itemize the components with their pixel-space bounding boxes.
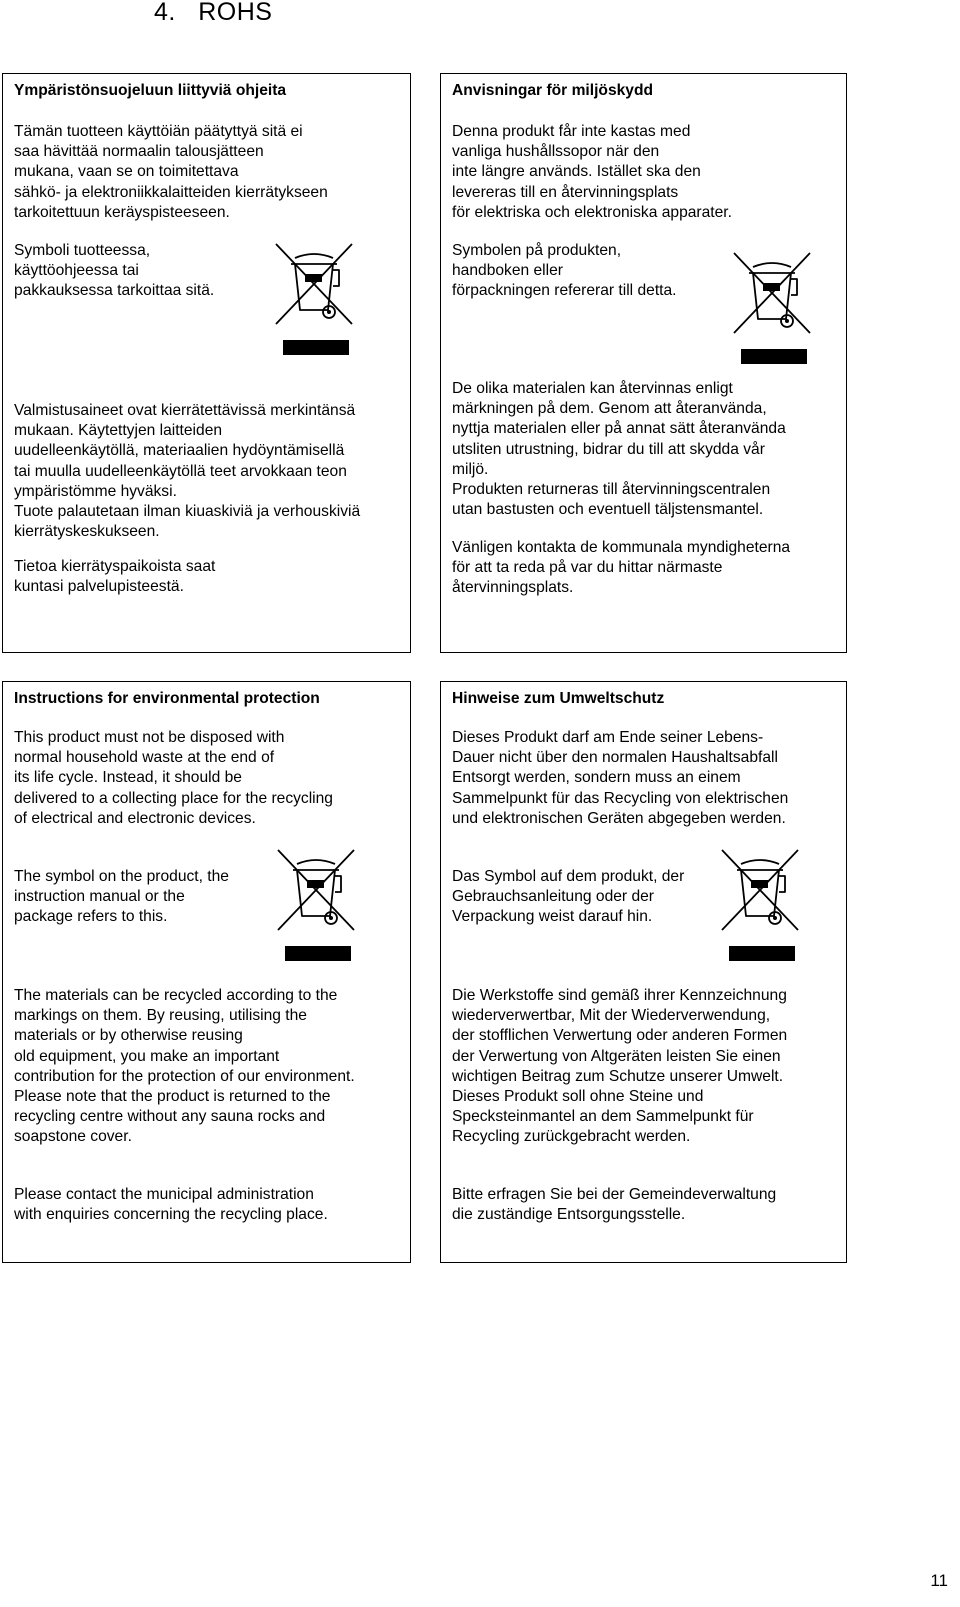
crossed-out-wheelie-bin-icon: [275, 846, 357, 962]
crossed-out-wheelie-bin-icon: [719, 846, 801, 962]
symbol-paragraph: Symbolen på produkten, handboken eller förpackningen refererar till detta.: [452, 242, 677, 300]
box-title: Instructions for environmental protection: [14, 690, 320, 707]
disposal-paragraph: Tämän tuotteen käyttöiän päätyttyä sitä ei saa hävittää normaalin talousjätteen mukana, vaan se on toimitettava sähkö- ja elektroniikkalaitteiden kierrätykseen tarkoitettuun keräyspisteeseen.: [14, 123, 328, 221]
disposal-paragraph: Denna produkt får inte kastas med vanliga hushållssopor när den inte längre används. Istället ska den levereras till en återvinningsplats för elektriska och elektroniska apparater.: [452, 123, 732, 221]
symbol-paragraph: Das Symbol auf dem produkt, der Gebrauchsanleitung oder der Verpackung weist darauf hin.: [452, 868, 685, 926]
section-heading: [154, 0, 272, 27]
german-instructions-box: [440, 681, 847, 1263]
section-number: 4.: [154, 0, 176, 26]
contact-paragraph: Bitte erfragen Sie bei der Gemeindeverwaltung die zuständige Entsorgungsstelle.: [452, 1186, 777, 1224]
section-title: ROHS: [198, 0, 273, 26]
swedish-instructions-box: [440, 73, 847, 653]
recycling-paragraph: De olika materialen kan återvinnas enligt märkningen på dem. Genom att återanvända, nyttja materialen eller på annat sätt återanvända utsliten utrustning, bidrar du till att skydda vår miljö. Produkten returneras till återvinningscentralen utan bastusten och eventuell täljstensmantel.: [452, 380, 786, 519]
disposal-paragraph: Dieses Produkt darf am Ende seiner Lebens- Dauer nicht über den normalen Haushaltsabfall Entsorgt werden, sondern muss an einem Sammelpunkt für das Recycling von elektrischen und elektronischen Geräten abgegeben werden.: [452, 729, 789, 827]
contact-paragraph: Tietoa kierrätyspaikoista saat kuntasi palvelupisteestä.: [14, 558, 216, 596]
contact-paragraph: Vänligen kontakta de kommunala myndigheterna för att ta reda på var du hittar närmaste återvinningsplats.: [452, 539, 791, 597]
symbol-paragraph: The symbol on the product, the instruction manual or the package refers to this.: [14, 868, 229, 926]
disposal-paragraph: This product must not be disposed with normal household waste at the end of its life cycle. Instead, it should be delivered to a collecting place for the recycling of electrical and electronic devices.: [14, 729, 333, 827]
recycling-paragraph: Valmistusaineet ovat kierrätettävissä merkintänsä mukaan. Käytettyjen laitteiden uudelleenkäytöllä, materiaalien hydöyntämisellä tai muulla uudelleenkäytöllä teet arvokkaan teon ympäristömme hyväksi. Tuote palautetaan ilman kiuaskiviä ja verhouskiviä kierrätyskeskukseen.: [14, 402, 361, 541]
symbol-paragraph: Symboli tuotteessa, käyttöohjeessa tai pakkauksessa tarkoittaa sitä.: [14, 242, 215, 300]
contact-paragraph: Please contact the municipal administration with enquiries concerning the recycling place.: [14, 1186, 328, 1224]
crossed-out-wheelie-bin-icon: [731, 249, 813, 365]
box-title: Ympäristönsuojeluun liittyviä ohjeita: [14, 82, 287, 99]
box-title: Anvisningar för miljöskydd: [452, 82, 654, 99]
box-title: Hinweise zum Umweltschutz: [452, 690, 665, 707]
crossed-out-wheelie-bin-icon: [273, 240, 355, 356]
finnish-instructions-box: [2, 73, 411, 653]
recycling-paragraph: Die Werkstoffe sind gemäß ihrer Kennzeichnung wiederverwertbar, Mit der Wiederverwendung, der stofflichen Verwertung oder anderen Formen der Verwertung von Altgeräten leisten Sie einen wichtigen Beitrag zum Schutze unserer Umwelt. Dieses Produkt soll ohne Steine und Specksteinmantel an dem Sammelpunkt für Recycling zurückgebracht werden.: [452, 987, 788, 1146]
recycling-paragraph: The materials can be recycled according to the markings on them. By reusing, utilising the materials or by otherwise reusing old equipment, you make an important contribution for the protection of our environment. Please note that the product is returned to the recycling centre without any sauna rocks and soapstone cover.: [14, 987, 355, 1146]
page-number: 11: [930, 1571, 948, 1590]
english-instructions-box: [2, 681, 411, 1263]
